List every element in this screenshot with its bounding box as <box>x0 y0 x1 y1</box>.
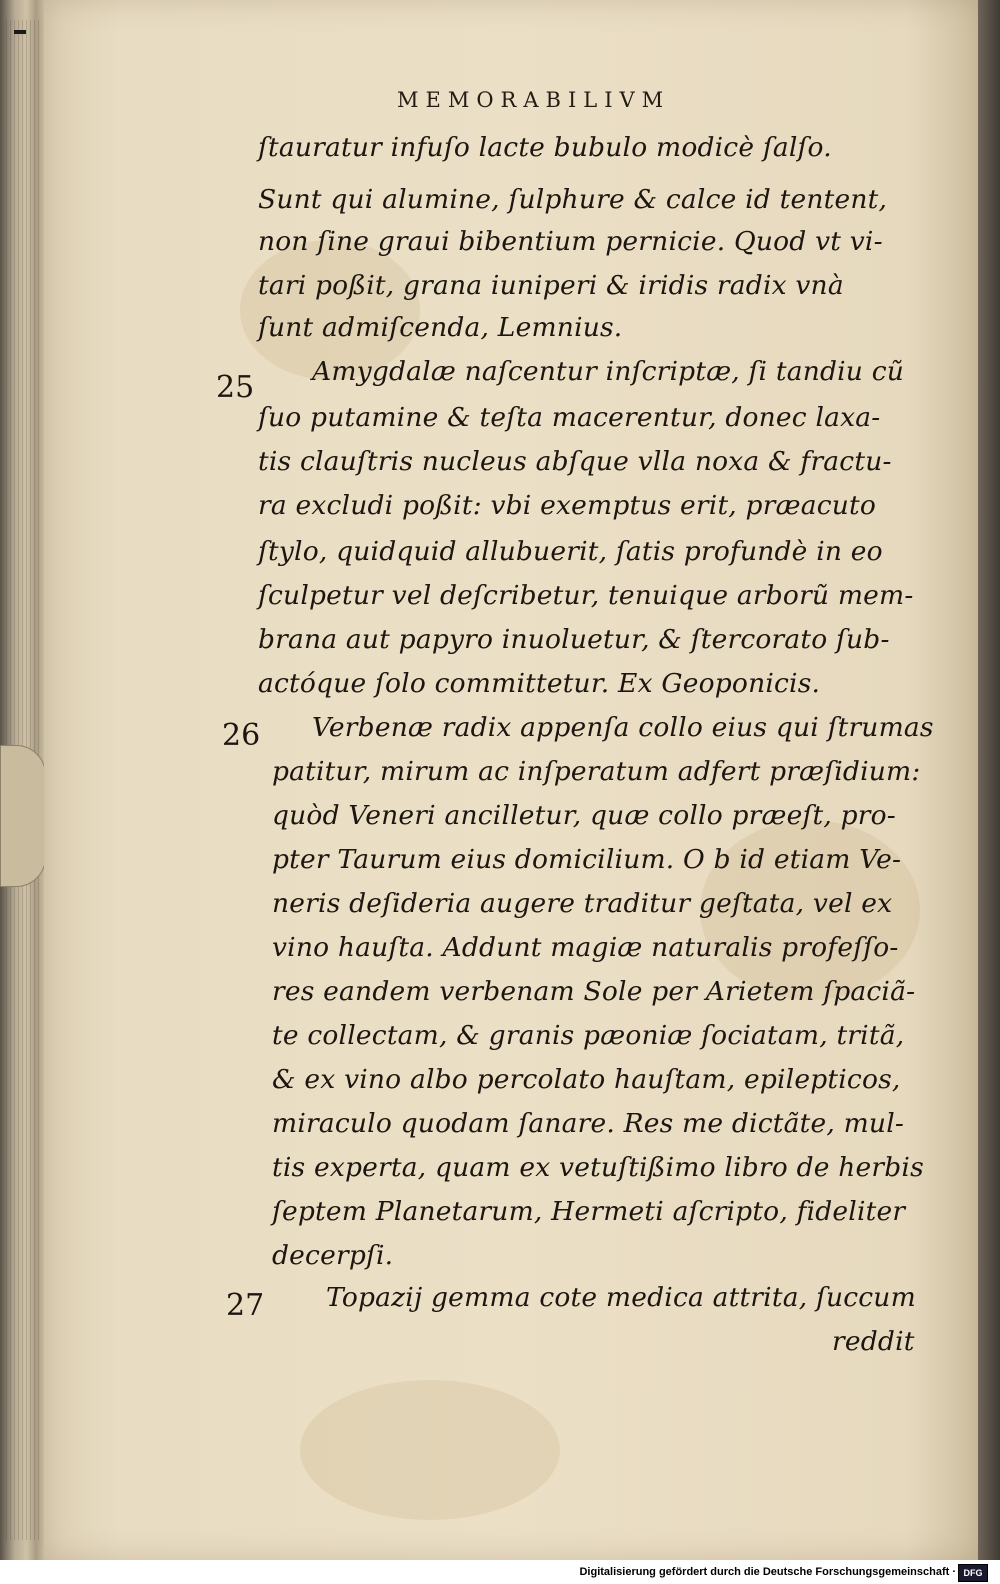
text-line: ſuo putamine & teſta macerentur, donec laxa- <box>258 402 881 433</box>
text-line: ſtylo, quidquid allubuerit, ſatis profundè in eo <box>258 536 883 567</box>
text-line: miraculo quodam ſanare. Res me dictãte, mul- <box>272 1108 905 1139</box>
text-line: te collectam, & granis pæoniæ ſociatam, tritã, <box>272 1020 905 1051</box>
text-line: decerpſi. <box>272 1240 394 1271</box>
text-line: & ex vino albo percolato hauſtam, epilepticos, <box>272 1064 901 1095</box>
catchword: reddit <box>832 1326 915 1357</box>
dfg-logo: DFG <box>958 1564 988 1582</box>
text-line: actóque ſolo committetur. Ex Geoponicis. <box>258 668 821 699</box>
text-line: pter Taurum eius domicilium. O b id etiam Ve- <box>272 844 902 875</box>
funding-credit: Digitalisierung gefördert durch die Deutsche Forschungsgemeinschaft · <box>579 1566 956 1578</box>
text-line: ſculpetur vel deſcribetur, tenuique arborũ mem- <box>258 580 914 611</box>
text-line: res eandem verbenam Sole per Arietem ſpaciã- <box>272 976 916 1007</box>
text-line: ſunt admiſcenda, Lemnius. <box>258 312 623 343</box>
paper-stain <box>300 1380 560 1520</box>
text-line: patitur, mirum ac inſperatum adfert præſidium: <box>272 756 921 787</box>
text-line: ſtauratur infuſo lacte bubulo modicè ſalſo. <box>258 132 832 163</box>
running-title: MEMORABILIVM <box>397 88 671 112</box>
corner-mark <box>14 30 26 34</box>
text-line: tari poßit, grana iuniperi & iridis radix vnà <box>258 270 844 301</box>
text-line: neris deſideria augere traditur geſtata, vel ex <box>272 888 893 919</box>
section-number: 26 <box>222 718 261 753</box>
text-line: non ſine graui bibentium pernicie. Quod vt vi- <box>258 226 883 257</box>
book-tab-notch <box>0 745 46 887</box>
text-line: Topazij gemma cote medica attrita, ſuccum <box>326 1282 916 1313</box>
text-line: quòd Veneri ancilletur, quæ collo præeſt, pro- <box>272 800 896 831</box>
section-number: 25 <box>216 370 255 405</box>
text-line: Verbenæ radix appenſa collo eius qui ſtrumas <box>312 712 934 743</box>
section-number: 27 <box>226 1288 265 1323</box>
text-line: ſeptem Planetarum, Hermeti aſcripto, fideliter <box>272 1196 906 1227</box>
text-line: tis experta, quam ex vetuſtißimo libro de herbis <box>272 1152 924 1183</box>
text-line: brana aut papyro inuoluetur, & ſtercorato ſub- <box>258 624 890 655</box>
text-line: Sunt qui alumine, ſulphure & calce id tentent, <box>258 184 888 215</box>
text-line: ra excludi poßit: vbi exemptus erit, præacuto <box>258 490 877 521</box>
text-line: Amygdalæ naſcentur inſcriptæ, ſi tandiu cũ <box>312 356 905 387</box>
text-line: tis clauſtris nucleus abſque vlla noxa & fractu- <box>258 446 892 477</box>
binding-shadow <box>978 0 1000 1560</box>
text-line: vino hauſta. Addunt magiæ naturalis profeſſo- <box>272 932 899 963</box>
